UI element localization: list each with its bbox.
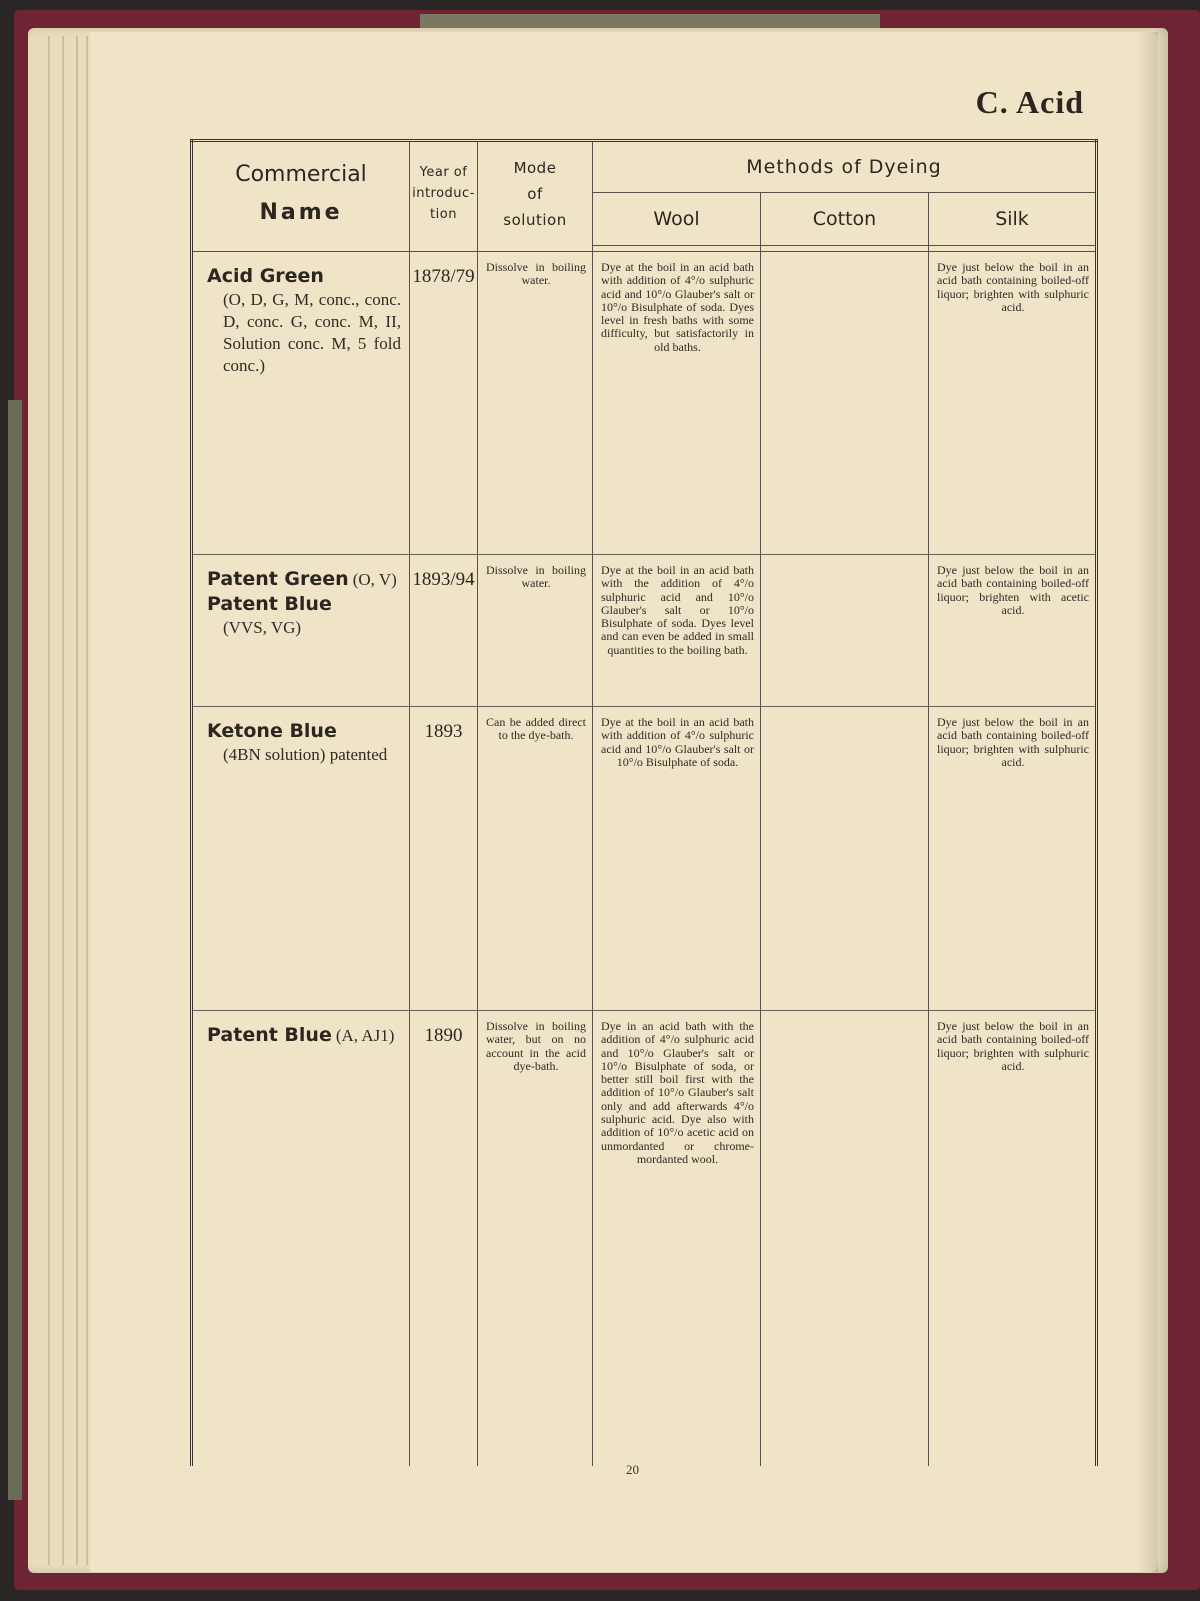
year-cell: 1893 [410,707,478,1011]
header-mode-line2: of [527,184,543,203]
silk-cell: Dye just below the boil in an acid bath containing boiled-off liquor; brighten with sulphuric acid. [929,707,1097,1011]
table-row [192,707,1097,1011]
dye-name-cell [192,555,410,707]
dye-variants: (4BN solution) patented [223,745,388,764]
header-mode-line3: solution [503,210,567,229]
table-row [192,555,1097,707]
book-spine-edge [8,400,22,1500]
header-year-line2: introduc- [412,186,475,202]
dye-name: Acid Green [207,265,324,287]
silk-cell: Dye just below the boil in an acid bath containing boiled-off liquor; brighten with sulphuric acid. [929,252,1097,555]
dye-variants: (O, D, G, M, conc., conc. D, conc. G, conc. M, II, Solution conc. M, 5 fold conc.) [223,290,401,375]
header-cotton: Cotton [761,193,929,246]
header-year-line1: Year of [419,165,468,181]
cotton-cell [761,555,929,707]
silk-cell: Dye just below the boil in an acid bath containing boiled-off liquor; brighten with sulphuric acid. [929,1011,1097,1466]
header-methods-of-dyeing: Methods of Dyeing [593,141,1097,193]
dye-name-secondary: Patent Blue [207,593,332,615]
header-silk: Silk [929,193,1097,246]
dye-name-suffix: (A, AJ1) [335,1026,395,1045]
dye-name-cell [192,1011,410,1466]
wool-cell: Dye at the boil in an acid bath with addition of 4°/o sulphuric acid and 10°/o Glauber's salt or 10°/o Bisulphate of soda. Dyes level in fresh baths with some difficulty, but satisfactorily in old baths. [593,252,761,555]
dye-name-suffix: (O, V) [352,570,397,589]
dye-name: Patent Green [207,568,349,590]
year-cell: 1890 [410,1011,478,1466]
cotton-cell [761,252,929,555]
header-mode [478,141,593,246]
dye-name: Ketone Blue [207,720,337,742]
mode-cell: Can be added direct to the dye-bath. [478,707,593,1011]
wool-cell: Dye at the boil in an acid bath with addition of 4°/o sulphuric acid and 10°/o Glauber's salt or 10°/o Bisulphate of soda. [593,707,761,1011]
dye-name: Patent Blue [207,1024,332,1046]
header-wool: Wool [593,193,761,246]
table-row [192,252,1097,555]
header-year-line3: tion [430,207,457,223]
header-commercial-name [192,141,410,246]
cotton-cell [761,707,929,1011]
dye-table [190,139,1098,1466]
page-number: 20 [626,1462,639,1477]
header-name-line1: Commercial [235,161,367,187]
silk-cell: Dye just below the boil in an acid bath containing boiled-off liquor; brighten with acetic acid. [929,555,1097,707]
mode-cell: Dissolve in boiling water, but on no account in the acid dye-bath. [478,1011,593,1466]
dye-name-cell [192,707,410,1011]
cotton-cell [761,1011,929,1466]
table-row [192,1011,1097,1466]
wool-cell: Dye in an acid bath with the addition of 4°/o sulphuric acid and 10°/o Glauber's salt or 10°/o Bisulphate of soda, or better still boil first with the addition of 10°/o Glauber's salt only and add afterwards 4°/o sulphuric acid. Dye also with addition of 10°/o acetic acid on unmordanted or chrome-mordanted wool. [593,1011,761,1466]
header-name-line2: Name [259,199,343,225]
year-cell: 1893/94 [410,555,478,707]
year-cell: 1878/79 [410,252,478,555]
mode-cell: Dissolve in boiling water. [478,252,593,555]
dye-variants: (VVS, VG) [223,618,302,637]
section-title: C. Acid [975,84,1084,120]
mode-cell: Dissolve in boiling water. [478,555,593,707]
header-mode-line1: Mode [513,158,557,177]
dye-name-cell [192,252,410,555]
wool-cell: Dye at the boil in an acid bath with the addition of 4°/o sulphuric acid and 10°/o Glauber's salt or 10°/o Bisulphate of soda. Dyes level and can even be added in small quantities to the boiling bath. [593,555,761,707]
header-year [410,141,478,246]
